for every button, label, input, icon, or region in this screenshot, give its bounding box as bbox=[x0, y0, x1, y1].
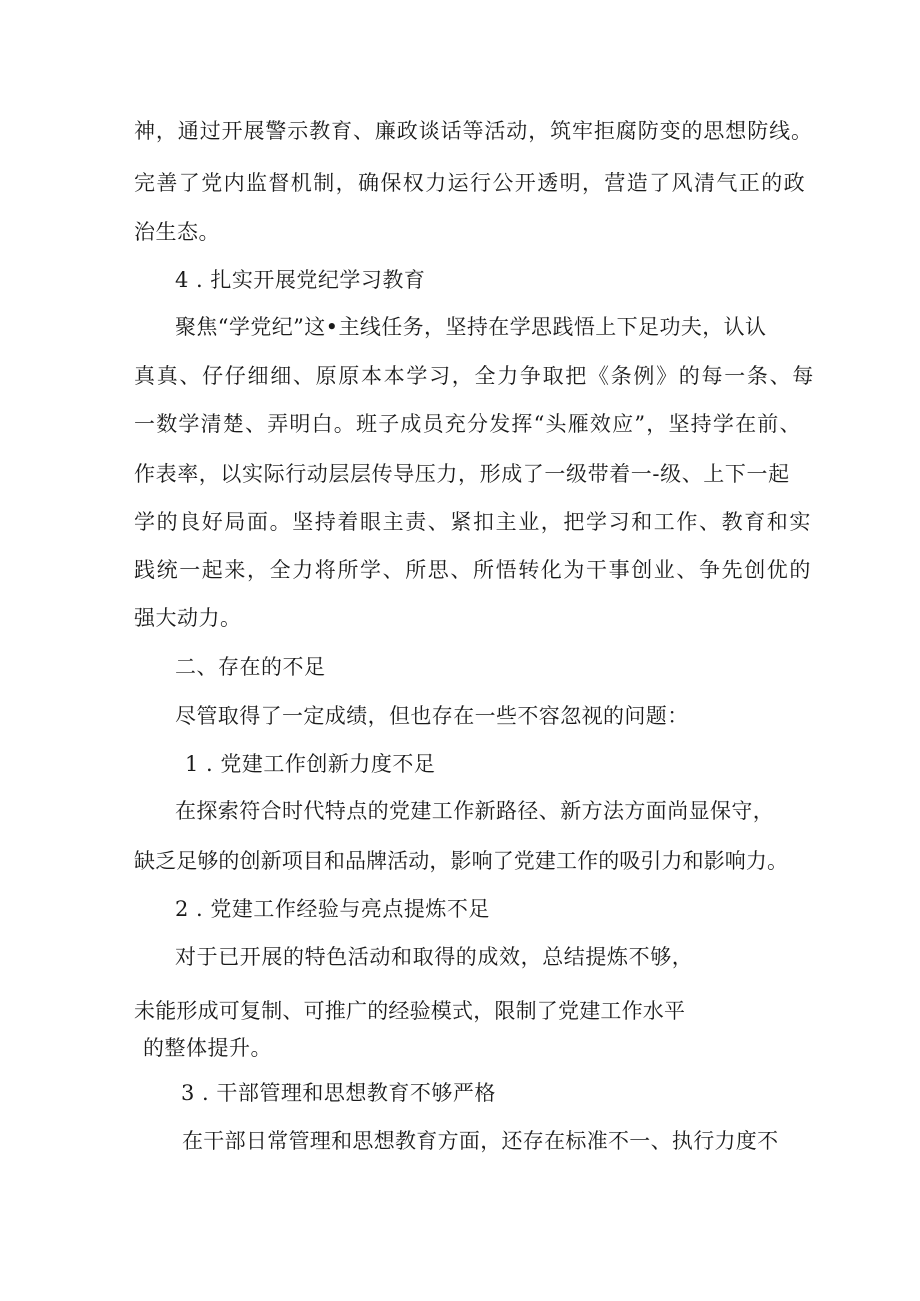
paragraph-line: 践统一起来，全力将所学、所思、所悟转化为干事创业、争先创优的 bbox=[134, 558, 812, 582]
paragraph-line: 在干部日常管理和思想教育方面，还存在标准不一、执行力度不 bbox=[182, 1129, 779, 1153]
section-heading: 3 . 干部管理和思想教育不够严格 bbox=[181, 1081, 496, 1105]
paragraph-line: 强大动力。 bbox=[134, 606, 242, 630]
paragraph-line: 的整体提升。 bbox=[143, 1036, 272, 1060]
paragraph-line: 在探索符合时代特点的党建工作新路径、新方法方面尚显保守， bbox=[175, 799, 775, 823]
paragraph-line: 作表率，以实际行动层层传导压力，形成了一级带着一-级、上下一起 bbox=[134, 462, 790, 486]
section-heading: 二、存在的不足 bbox=[175, 655, 326, 679]
paragraph-line: 一数学清楚、弄明白。班子成员充分发挥“头雁效应”，坚持学在前、 bbox=[134, 412, 802, 436]
paragraph-line: 学的良好局面。坚持着眼主责、紧扣主业，把学习和工作、教育和实 bbox=[134, 510, 812, 534]
section-heading: 2 . 党建工作经验与亮点提炼不足 bbox=[175, 897, 490, 921]
paragraph-line: 缺乏足够的创新项目和品牌活动，影响了党建工作的吸引力和影响力。 bbox=[134, 849, 789, 873]
paragraph-line: 聚焦“学党纪”这•主线任务，坚持在学思践悟上下足功夫，认认 bbox=[175, 315, 767, 339]
paragraph-line: 完善了党内监督机制，确保权力运行公开透明，营造了风清气正的政 bbox=[134, 171, 806, 195]
paragraph-line: 神，通过开展警示教育、廉政谈话等活动，筑牢拒腐防变的思想防线。 bbox=[134, 119, 813, 143]
paragraph-line: 未能形成可复制、可推广的经验模式，限制了党建工作水平 bbox=[134, 999, 686, 1023]
section-heading: 1 . 党建工作创新力度不足 bbox=[185, 752, 436, 776]
paragraph-line: 对于已开展的特色活动和取得的成效，总结提炼不够， bbox=[175, 945, 694, 969]
section-heading: 4 . 扎实开展党纪学习教育 bbox=[175, 268, 426, 292]
paragraph-line: 真真、仔仔细细、原原本本学习，全力争取把《条例》的每一条、每 bbox=[134, 364, 815, 388]
paragraph-line: 治生态。 bbox=[134, 220, 220, 244]
paragraph-line: 尽管取得了一定成绩，但也存在一些不容忽视的问题： bbox=[175, 704, 689, 728]
